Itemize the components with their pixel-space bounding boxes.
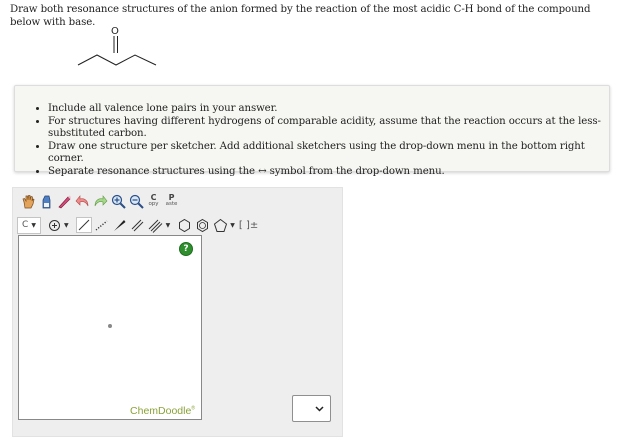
benzene-ring-icon[interactable] — [194, 217, 210, 233]
zoom-in-icon[interactable] — [110, 193, 126, 209]
chemdoodle-sketcher — [12, 187, 343, 437]
drawing-canvas[interactable] — [18, 235, 202, 420]
hint-item: • For structures having different hydrogens of comparable acidity, assume that the reaction occurs at the less-substituted carbon. — [48, 116, 618, 141]
single-bond-icon[interactable] — [76, 217, 92, 233]
hand-icon[interactable] — [20, 193, 36, 209]
help-icon[interactable]: ? — [179, 242, 193, 256]
element-select-value: C — [22, 220, 29, 230]
paste-button-letter: P — [168, 193, 175, 202]
copy-button-letter: C — [150, 193, 157, 202]
oxygen-atom-label: O — [111, 26, 119, 37]
paste-button-label: aste — [165, 201, 178, 207]
registered-mark: ® — [191, 405, 195, 412]
undo-icon[interactable] — [74, 193, 90, 209]
canvas-cursor-dot — [108, 324, 112, 328]
element-select[interactable] — [17, 217, 41, 234]
ring-menu-chevron-icon[interactable]: ▼ — [230, 221, 235, 229]
lasso-icon[interactable] — [56, 193, 72, 209]
chevron-down-icon: ▼ — [31, 221, 36, 229]
wedge-bond-icon[interactable] — [112, 217, 128, 233]
question-text: Draw both resonance structures of the anion formed by the reaction of the most acidic C-H bond of the compound below with base. — [10, 4, 591, 28]
redo-icon[interactable] — [92, 193, 108, 209]
sketcher-toolbar-bottom — [17, 215, 258, 235]
hint-item: • Draw one structure per sketcher. Add additional sketchers using the drop-down menu in the bottom right corner. — [48, 141, 618, 166]
zoom-out-icon[interactable] — [128, 193, 144, 209]
chemdoodle-brand — [130, 405, 195, 417]
chemdoodle-brand-text: ChemDoodle — [130, 405, 192, 417]
eraser-icon[interactable] — [38, 193, 54, 209]
paste-button[interactable] — [164, 194, 179, 208]
pentagon-ring-icon[interactable] — [212, 217, 228, 233]
chevron-down-icon — [315, 406, 324, 412]
copy-button[interactable] — [146, 194, 161, 208]
charge-menu-chevron-icon[interactable]: ▼ — [64, 221, 69, 229]
dashed-bond-icon[interactable] — [94, 217, 110, 233]
bracket-tool-button[interactable]: [ ]± — [238, 219, 259, 231]
ketone-molecule-structure — [74, 22, 164, 72]
hint-item: • Separate resonance structures using the ↔ symbol from the drop-down menu. — [48, 166, 618, 179]
triple-bond-icon[interactable] — [148, 217, 164, 233]
sketcher-toolbar-top — [20, 192, 182, 210]
bond-menu-chevron-icon[interactable]: ▼ — [165, 221, 171, 229]
instructions-box — [14, 85, 610, 177]
plus-charge-icon[interactable] — [46, 217, 62, 233]
copy-button-label: opy — [148, 201, 159, 207]
add-sketcher-dropdown[interactable] — [292, 395, 331, 422]
double-bond-icon[interactable] — [130, 217, 146, 233]
hexagon-ring-icon[interactable] — [176, 217, 192, 233]
hint-item: • Include all valence lone pairs in your answer. — [48, 103, 618, 116]
